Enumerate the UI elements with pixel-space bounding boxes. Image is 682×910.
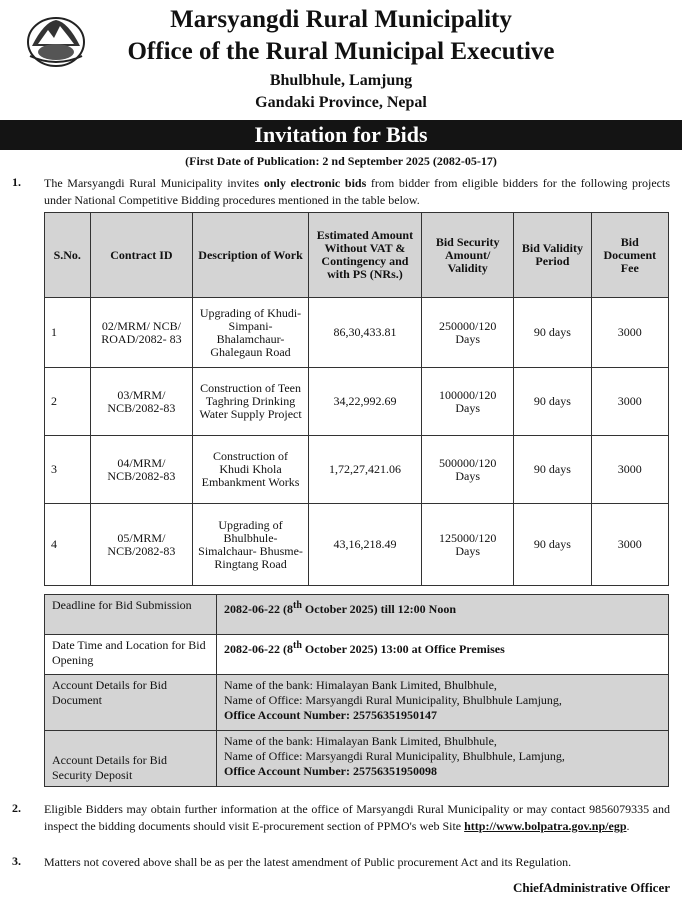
doc-bank-name: Name of the bank: Himalayan Bank Limited, Bhulbhule, [224,678,497,692]
cell-contract-id: 05/MRM/ NCB/2082-83 [90,504,193,586]
notice-header [0,0,682,118]
para2 [44,801,670,835]
cell-sno: 4 [45,504,91,586]
col-fee: Bid Document Fee [591,213,668,298]
col-security: Bid Security Amount/ Validity [422,213,514,298]
cell-contract-id: 04/MRM/ NCB/2082-83 [90,436,193,504]
cell-fee: 3000 [591,504,668,586]
egp-link[interactable]: http://www.bolpatra.gov.np/egp [464,819,627,833]
cell-amount: 34,22,992.69 [308,368,421,436]
cell-description: Upgrading of Khudi-Simpani- Bhalamchaur- Ghalegaun Road [193,298,308,368]
doc-office-name: Name of Office: Marsyangdi Rural Municipality, Bhulbhule Lamjung, [224,693,562,707]
table-row [45,368,669,436]
deadline-value-post: October 2025) till 12:00 Noon [301,602,457,616]
cell-contract-id: 02/MRM/ NCB/ ROAD/2082- 83 [90,298,193,368]
dep-bank-name: Name of the bank: Himalayan Bank Limited, Bhulbhule, [224,734,497,748]
cell-fee: 3000 [591,436,668,504]
para2-text: Eligible Bidders may obtain further information at the office of Marsyangdi Rural Municipality or may contact 9856079335 and inspect the bidding documents should visit E-procurement section of PPMO's web Site [44,802,670,833]
security-deposit-account-row [45,731,669,787]
para3: Matters not covered above shall be as per the latest amendment of Public procurement Act and its Regulation. [44,855,572,869]
cell-amount: 1,72,27,421.06 [308,436,421,504]
cell-security: 500000/120 Days [422,436,514,504]
cell-validity: 90 days [514,368,591,436]
cell-amount: 86,30,433.81 [308,298,421,368]
bid-document-account-label: Account Details for Bid Document [45,675,217,731]
cell-security: 100000/120 Days [422,368,514,436]
cell-validity: 90 days [514,504,591,586]
para2-number: 2. [12,801,21,815]
table-row [45,436,669,504]
bid-document-account-value [217,675,669,731]
para1-bold: only electronic bids [263,176,367,190]
cell-amount: 43,16,218.49 [308,504,421,586]
address-line: Bhulbhule, Lamjung [269,72,413,89]
cell-sno: 1 [45,298,91,368]
para1-number: 1. [12,175,21,189]
para2-end: . [626,819,630,833]
deadline-label: Deadline for Bid Submission [45,595,217,635]
notice-title-banner: Invitation for Bids [0,120,682,150]
bids-table [44,212,669,586]
col-validity: Bid Validity Period [514,213,591,298]
cell-sno: 2 [45,368,91,436]
opening-value-sup: th [293,640,302,651]
para1-pre: The Marsyangdi Rural Municipality invites [44,176,264,190]
table-row [45,504,669,586]
province-line: Gandaki Province, Nepal [255,94,427,111]
col-sno: S.No. [45,213,91,298]
security-deposit-account-label: Account Details for Bid Security Deposit [45,731,217,787]
deadline-value [217,595,669,635]
opening-row [45,635,669,675]
security-deposit-account-value [217,731,669,787]
cell-contract-id: 03/MRM/ NCB/2082-83 [90,368,193,436]
para3-number: 3. [12,854,21,868]
bid-details-table [44,594,669,787]
office-name: Office of the Rural Municipal Executive [127,38,555,65]
cell-validity: 90 days [514,436,591,504]
cell-validity: 90 days [514,298,591,368]
cell-security: 125000/120 Days [422,504,514,586]
publication-date: (First Date of Publication: 2 nd September 2025 (2082-05-17) [185,154,497,168]
municipality-name: Marsyangdi Rural Municipality [170,6,512,33]
bids-table-header [45,213,669,298]
doc-account-number: Office Account Number: 25756351950147 [224,708,437,722]
col-amount: Estimated Amount Without VAT & Contingency and with PS (NRs.) [308,213,421,298]
bid-document-account-row [45,675,669,731]
col-contract-id: Contract ID [90,213,193,298]
cell-description: Upgrading of Bhulbhule- Simalchaur- Bhusme- Ringtang Road [193,504,308,586]
deadline-value-pre: 2082-06-22 (8 [224,602,293,616]
para1-post: from bidder from eligible bidders for the following projects under National Competitive Bidding procedures mentioned in the table below. [44,176,670,207]
signature-title: ChiefAdministrative Officer [512,880,670,895]
cell-description: Construction of Khudi Khola Embankment Works [193,436,308,504]
cell-fee: 3000 [591,368,668,436]
deadline-row [45,595,669,635]
cell-security: 250000/120 Days [422,298,514,368]
deadline-value-sup: th [293,600,302,611]
opening-value-post: October 2025) 13:00 at Office Premises [301,642,505,656]
cell-fee: 3000 [591,298,668,368]
dep-office-name: Name of Office: Marsyangdi Rural Municipality, Bhulbhule, Lamjung, [224,749,565,763]
table-row [45,298,669,368]
col-description: Description of Work [193,213,308,298]
opening-value [217,635,669,675]
dep-account-number: Office Account Number: 25756351950098 [224,764,437,778]
opening-value-pre: 2082-06-22 (8 [224,642,293,656]
cell-sno: 3 [45,436,91,504]
opening-label: Date Time and Location for Bid Opening [45,635,217,675]
cell-description: Construction of Teen Taghring Drinking Water Supply Project [193,368,308,436]
para1 [44,175,670,209]
